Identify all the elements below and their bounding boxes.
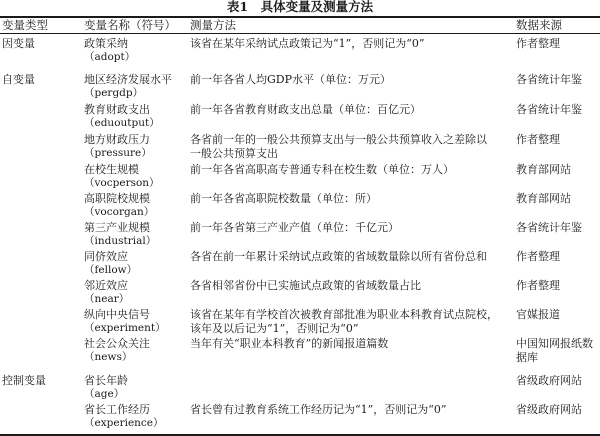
variable-name-cell <box>84 73 192 100</box>
data-source: 作者整理 <box>516 133 560 146</box>
source-cell <box>516 37 600 51</box>
variable-name: 政策采纳 <box>84 37 128 50</box>
variable-symbol: （experiment） <box>84 321 166 334</box>
measurement-text: 省长曾有过教育系统工作经历记为“1”，否则记为“0” <box>190 403 447 416</box>
variable-name-cell <box>84 337 192 364</box>
measurement-cell <box>190 250 510 264</box>
data-source: 教育部网站 <box>516 163 571 176</box>
source-cell <box>516 337 600 364</box>
measurement-text: 各省相邻省份中已实施试点政策的省域数量占比 <box>190 279 421 292</box>
variable-name-cell <box>84 163 192 190</box>
variable-name-cell <box>84 279 192 306</box>
variable-name: 地区经济发展水平 <box>84 73 172 86</box>
data-source: 各省统计年鉴 <box>516 221 582 234</box>
data-source: 作者整理 <box>516 250 560 263</box>
variable-name: 地方财政压力 <box>84 133 150 146</box>
header-measurement: 测量方法 <box>190 18 236 32</box>
data-source: 省级政府网站 <box>516 403 582 416</box>
measurement-text: 前一年各省高职院校数量（单位：所） <box>190 192 377 205</box>
source-cell <box>516 403 600 417</box>
variable-name-cell <box>84 308 192 335</box>
source-cell <box>516 374 600 388</box>
data-source: 各省统计年鉴 <box>516 103 582 116</box>
measurement-cell <box>190 73 510 87</box>
variable-name-cell <box>84 133 192 160</box>
variable-name: 社会公众关注 <box>84 337 150 350</box>
variable-name-cell <box>84 403 192 430</box>
variable-name-cell <box>84 103 192 130</box>
variable-symbol: （pergdp） <box>84 86 144 99</box>
variable-type: 控制变量 <box>2 374 46 387</box>
variable-name: 在校生规模 <box>84 163 139 176</box>
variable-name-cell <box>84 37 192 64</box>
variable-name: 纵向中央信号 <box>84 308 150 321</box>
variable-type: 自变量 <box>2 73 35 86</box>
measurement-cell <box>190 221 510 235</box>
variable-name-cell <box>84 221 192 248</box>
variable-name: 第三产业规模 <box>84 221 150 234</box>
variable-symbol: （vocorgan） <box>84 205 155 218</box>
variable-symbol: （news） <box>84 350 133 363</box>
variable-symbol: （age） <box>84 387 125 400</box>
variable-name-cell <box>84 374 192 401</box>
data-source: 官媒报道 <box>516 308 560 321</box>
measurement-text: 前一年各省第三产业产值（单位：千亿元） <box>190 221 399 234</box>
measurement-cell <box>190 133 510 160</box>
data-source: 作者整理 <box>516 37 560 50</box>
data-source: 教育部网站 <box>516 192 571 205</box>
header-variable-type: 变量类型 <box>2 18 48 32</box>
variable-name: 省长年龄 <box>84 374 128 387</box>
source-cell <box>516 279 600 293</box>
data-source: 中国知网报纸数 <box>516 337 593 350</box>
measurement-text: 各省在前一年累计采纳试点政策的省域数量除以所有省份总和 <box>190 250 487 263</box>
variable-symbol: （vocperson） <box>84 176 160 189</box>
variable-type: 因变量 <box>2 37 35 50</box>
source-cell <box>516 221 600 235</box>
source-cell <box>516 163 600 177</box>
measurement-cell <box>190 337 510 351</box>
measurement-cell <box>190 163 510 177</box>
source-cell <box>516 308 600 322</box>
data-source: 据库 <box>516 350 538 364</box>
measurement-cell <box>190 279 510 293</box>
measurement-text: 前一年各省教育财政支出总量（单位：百亿元） <box>190 103 421 116</box>
measurement-text: 该省在某年采纳试点政策记为“1”，否则记为“0” <box>190 37 425 50</box>
source-cell <box>516 73 600 87</box>
variable-symbol: （fellow） <box>84 263 138 276</box>
data-source: 各省统计年鉴 <box>516 73 582 86</box>
variable-symbol: （pressure） <box>84 146 152 159</box>
variable-symbol: （experience） <box>84 416 164 429</box>
measurement-text: 各省前一年的一般公共预算支出与一般公共预算收入之差除以 <box>190 133 487 146</box>
measurement-text: 该省在某年有学校首次被教育部批准为职业本科教育试点院校， <box>190 308 498 321</box>
variable-symbol: （adopt） <box>84 50 136 63</box>
header-variable-name: 变量名称（符号） <box>84 18 176 32</box>
source-cell <box>516 192 600 206</box>
source-cell <box>516 250 600 264</box>
variable-symbol: （industrial） <box>84 234 157 247</box>
header-data-source: 数据来源 <box>516 18 562 32</box>
measurement-cell <box>190 403 510 417</box>
variable-name-cell <box>84 250 192 277</box>
data-source: 省级政府网站 <box>516 374 582 387</box>
measurement-cell <box>190 308 510 335</box>
measurement-cell <box>190 192 510 206</box>
measurement-cell <box>190 37 510 51</box>
measurement-text: 前一年各省高职高专普通专科在校生数（单位：万人） <box>190 163 454 176</box>
table-header-rule <box>0 33 600 34</box>
variable-name: 邻近效应 <box>84 279 128 292</box>
table-caption: 表1 具体变量及测量方法 <box>226 0 374 14</box>
measurement-text: 前一年各省人均GDP水平（单位：万元） <box>190 73 392 86</box>
data-source: 作者整理 <box>516 279 560 292</box>
variable-name: 同侪效应 <box>84 250 128 263</box>
variable-name: 高职院校规模 <box>84 192 150 205</box>
measurement-cell <box>190 103 510 117</box>
measurement-text: 一般公共预算支出 <box>190 146 278 160</box>
measurement-text: 该年及以后记为“1”，否则记为“0” <box>190 321 359 335</box>
variable-symbol: （eduoutput） <box>84 116 160 129</box>
variable-name-cell <box>84 192 192 219</box>
source-cell <box>516 133 600 147</box>
variable-name: 教育财政支出 <box>84 103 150 116</box>
variable-name: 省长工作经历 <box>84 403 150 416</box>
source-cell <box>516 103 600 117</box>
table-bottom-rule <box>0 434 600 436</box>
variable-symbol: （near） <box>84 292 130 305</box>
measurement-text: 当年有关“职业本科教育”的新闻报道篇数 <box>190 337 389 350</box>
